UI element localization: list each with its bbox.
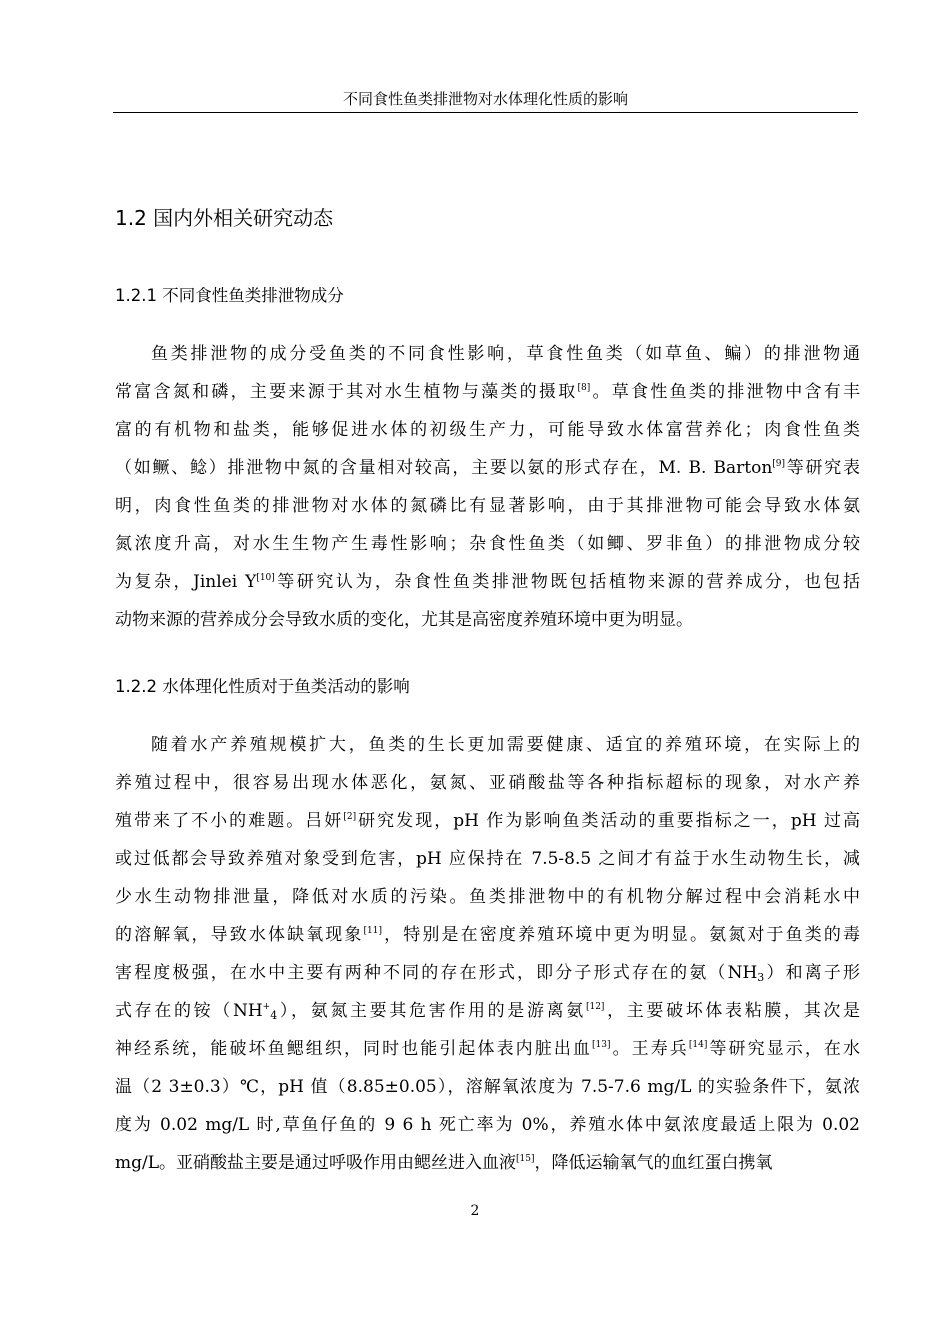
text-line: 明，肉食性鱼类的排泄物对水体的氮磷比有显著影响，由于其排泄物可能会导致水体氨 [115, 496, 860, 516]
text-line: 随着水产养殖规模扩大，鱼类的生长更加需要健康、适宜的养殖环境，在实际上的 [151, 735, 860, 755]
text-line: 式存在的铵$(NH^+_4)$，氨氮主要其危害作用的是游离氨[12]，主要破坏体表粘膜，其次是 [115, 1001, 861, 1022]
text-line: 氮浓度升高，对水生生物产生毒性影响；杂食性鱼类（如鲫、罗非鱼）的排泄物成分较 [115, 534, 860, 554]
text-line: 殖带来了不小的难题。吕妍[2]研究发现，pH 作为影响鱼类活动的重要指标之一，pH 过高 [115, 811, 861, 831]
text-line: 动物来源的营养成分会导致水质的变化，尤其是高密度养殖环境中更为明显。 [115, 610, 693, 630]
paragraph-excreta-composition [115, 335, 860, 639]
text-line: 鱼类排泄物的成分受鱼类的不同食性影响，草食性鱼类（如草鱼、鳊）的排泄物通 [151, 344, 860, 364]
text-line: 少水生动物排泄量，降低对水质的污染。鱼类排泄物中的有机物分解过程中会消耗水中 [115, 887, 860, 907]
page-number: 2 [470, 1203, 480, 1219]
text-line: 温（2 3±0.3）℃，pH 值（8.85±0.05），溶解氧浓度为 7.5-7.6 mg/L 的实验条件下，氨浓 [115, 1077, 860, 1097]
text-line: 为复杂，Jinlei Y[10]等研究认为，杂食性鱼类排泄物既包括植物来源的营养成分，也包括 [115, 572, 861, 592]
text-line: 或过低都会导致养殖对象受到危害，pH 应保持在 7.5-8.5 之间才有益于水生动物生长，减 [115, 849, 860, 869]
text-line: 度为 0.02 mg/L 时,草鱼仔鱼的 9 6 h 死亡率为 0%，养殖水体中氨浓度最适上限为 0.02 [115, 1115, 860, 1135]
text-line: 害程度极强，在水中主要有两种不同的存在形式，即分子形式存在的氨$(NH_3)$和离子形 [115, 963, 861, 984]
running-header: 不同食性鱼类排泄物对水体理化性质的影响 [113, 88, 858, 113]
text-line: （如鳜、鲶）排泄物中氮的含量相对较高，主要以氨的形式存在，M. B. Barton[9]等研究表 [115, 458, 860, 478]
text-line: 神经系统，能破坏鱼鳃组织，同时也能引起体表内脏出血[13]。王寿兵[14]等研究显示，在水 [115, 1039, 861, 1059]
text-line: 的溶解氧，导致水体缺氧现象[11]，特别是在密度养殖环境中更为明显。氨氮对于鱼类的毒 [115, 925, 861, 945]
text-line: 养殖过程中，很容易出现水体恶化，氨氮、亚硝酸盐等各种指标超标的现象，对水产养 [115, 773, 860, 793]
section-heading: 1.2 国内外相关研究动态 [115, 206, 334, 230]
text-line: 富的有机物和盐类，能够促进水体的初级生产力，可能导致水体富营养化；肉食性鱼类 [115, 420, 860, 440]
paragraph-water-quality [115, 726, 860, 1182]
text-line: mg/L。亚硝酸盐主要是通过呼吸作用由鳃丝进入血液[15]，降低运输氧气的血红蛋白携氧 [115, 1153, 773, 1173]
text-line: 常富含氮和磷，主要来源于其对水生植物与藻类的摄取[8]。草食性鱼类的排泄物中含有丰 [115, 382, 861, 402]
subsection-heading-1: 1.2.1 不同食性鱼类排泄物成分 [115, 286, 344, 305]
subsection-heading-2: 1.2.2 水体理化性质对于鱼类活动的影响 [115, 677, 410, 696]
